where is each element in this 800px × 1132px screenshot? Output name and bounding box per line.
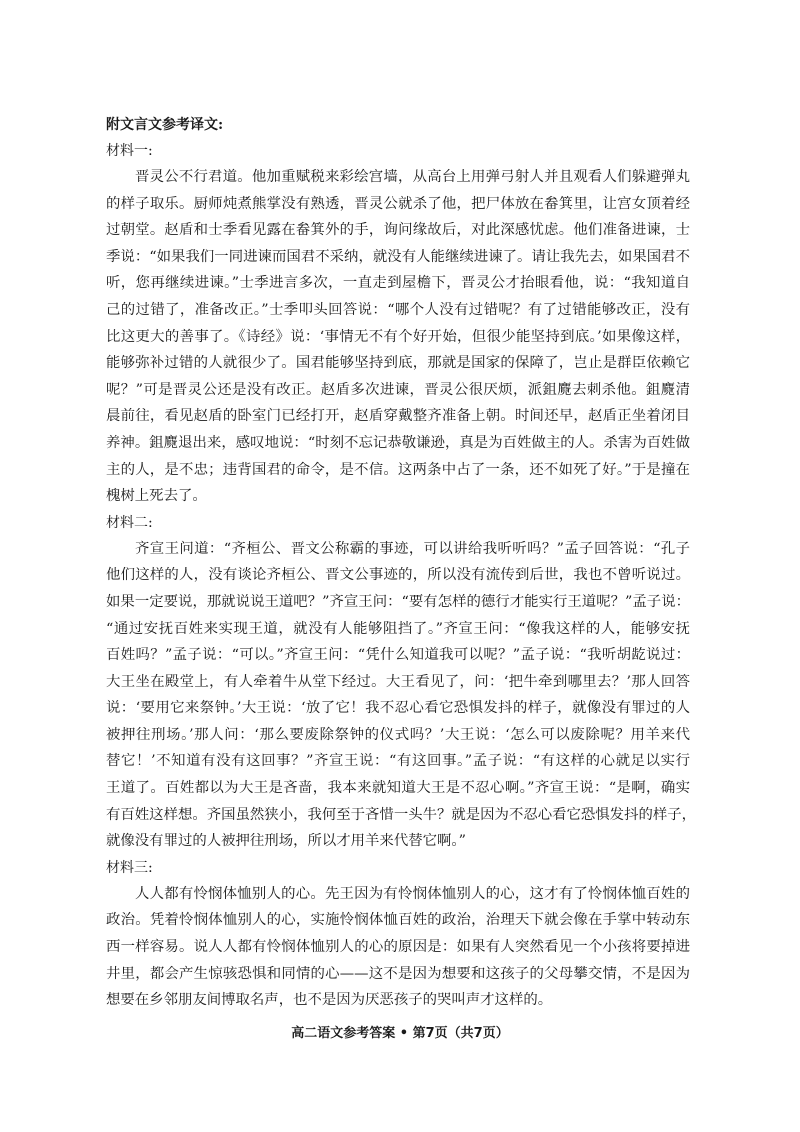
text-line: 井里，都会产生惊骇恐惧和同情的心——这不是因为想要和这孩子的父母攀交情，不是因为 <box>106 965 690 982</box>
document-body <box>106 138 697 1014</box>
text-line: 晨前往，看见赵盾的卧室门已经打开，赵盾穿戴整齐准备上朝。时间还早，赵盾正坐着闭目 <box>106 408 690 425</box>
text-line: 槐树上死去了。 <box>106 488 207 505</box>
text-line: 替它！’不知道有没有这回事？”齐宣王说：“有这回事。”孟子说：“有这样的心就足以实行 <box>106 753 690 770</box>
section-label: 材料二: <box>106 514 153 531</box>
text-line: 王道了。百姓都以为大王是吝啬，我本来就知道大王是不忍心啊。”齐宣王说：“是啊，确实 <box>106 780 690 797</box>
document-page <box>106 112 697 1014</box>
text-line: 政治。凭着怜悯体恤别人的心，实施怜悯体恤百姓的政治，治理天下就会像在手掌中转动东 <box>106 912 690 929</box>
text-line: “通过安抚百姓来实现王道，就没有人能够阻挡了。”齐宣王问：“像我这样的人，能够安抚 <box>106 620 690 637</box>
document-heading: 附文言文参考译文: <box>106 117 224 133</box>
section-2 <box>106 510 697 855</box>
text-line: 就像没有罪过的人被押往刑场，所以才用羊来代替它啊。” <box>106 833 466 850</box>
text-line: 过朝堂。赵盾和士季看见露在畚箕外的手，询问缘故后，对此深感忧虑。他们准备进谏，士 <box>106 222 690 239</box>
text-line: 西一样容易。说人人都有怜悯体恤别人的心的原因是：如果有人突然看见一个小孩将要掉进 <box>106 939 690 956</box>
text-line: 齐宣王问道：“齐桓公、晋文公称霸的事迹，可以讲给我听听吗？”孟子回答说：“孔子 <box>135 540 690 557</box>
text-line: 被押往刑场。’那人问：‘那么要废除祭钟的仪式吗？’大王说：‘怎么可以废除呢？用羊来代 <box>106 726 690 743</box>
text-line: 听，您再继续进谏。”士季进言多次，一直走到屋檐下，晋灵公才抬眼看他，说：“我知道自 <box>106 275 690 292</box>
text-line: 人人都有怜悯体恤别人的心。先王因为有怜悯体恤别人的心，这才有了怜悯体恤百姓的 <box>135 885 690 902</box>
text-line: 比这更大的善事了。《诗经》说：‘事情无不有个好开始，但很少能坚持到底。’如果像这样， <box>106 328 690 345</box>
section-label: 材料三: <box>106 859 153 876</box>
text-line: 呢？”可是晋灵公还是没有改正。赵盾多次进谏，晋灵公很厌烦，派鉏麑去刺杀他。鉏麑清 <box>106 381 690 398</box>
text-line: 有百姓这样想。齐国虽然狭小，我何至于吝惜一头牛？就是因为不忍心看它恐惧发抖的样子， <box>106 806 697 823</box>
text-line: 大王坐在殿堂上，有人牵着牛从堂下经过。大王看见了，问：‘把牛牵到哪里去？’那人回答 <box>106 673 690 690</box>
text-line: 能够弥补过错的人就很少了。国君能够坚持到底，那就是国家的保障了，岂止是群臣依赖它 <box>106 355 690 372</box>
page-footer: 高二语文参考答案 • 第7页（共7页） <box>291 1026 509 1041</box>
text-line: 的样子取乐。厨师炖煮熊掌没有熟透，晋灵公就杀了他，把尸体放在畚箕里，让宫女顶着经 <box>106 195 690 212</box>
text-line: 百姓吗？”孟子说：“可以。”齐宣王问：“凭什么知道我可以呢？”孟子说：“我听胡龁说过： <box>106 647 690 664</box>
text-line: 主的人，是不忠；违背国君的命令，是不信。这两条中占了一条，还不如死了好。”于是撞在 <box>106 461 690 478</box>
text-line: 己的过错了，准备改正。”士季叩头回答说：“哪个人没有过错呢？有了过错能够改正，没有 <box>106 301 690 318</box>
text-line: 季说：“如果我们一同进谏而国君不采纳，就没有人能继续进谏了。请让我先去，如果国君不 <box>106 248 690 265</box>
text-line: 他们这样的人，没有谈论齐桓公、晋文公事迹的，所以没有流传到后世，我也不曾听说过。 <box>106 567 690 584</box>
text-line: 晋灵公不行君道。他加重赋税来彩绘宫墙，从高台上用弹弓射人并且观看人们躲避弹丸 <box>135 169 690 185</box>
text-line: 养神。鉏麑退出来，感叹地说：“时刻不忘记恭敬谦逊，真是为百姓做主的人。杀害为百姓做 <box>106 434 690 451</box>
section-label: 材料一: <box>106 143 153 159</box>
text-line: 想要在乡邻朋友间博取名声，也不是因为厌恶孩子的哭叫声才这样的。 <box>106 992 553 1009</box>
text-line: 如果一定要说，那就说说王道吧？”齐宣王问：“要有怎样的德行才能实行王道呢？”孟子说： <box>106 593 690 610</box>
section-1 <box>106 138 690 510</box>
section-3 <box>106 855 690 1014</box>
text-line: 说：‘要用它来祭钟。’大王说：‘放了它！我不忍心看它恐惧发抖的样子，就像没有罪过的人 <box>106 700 690 717</box>
